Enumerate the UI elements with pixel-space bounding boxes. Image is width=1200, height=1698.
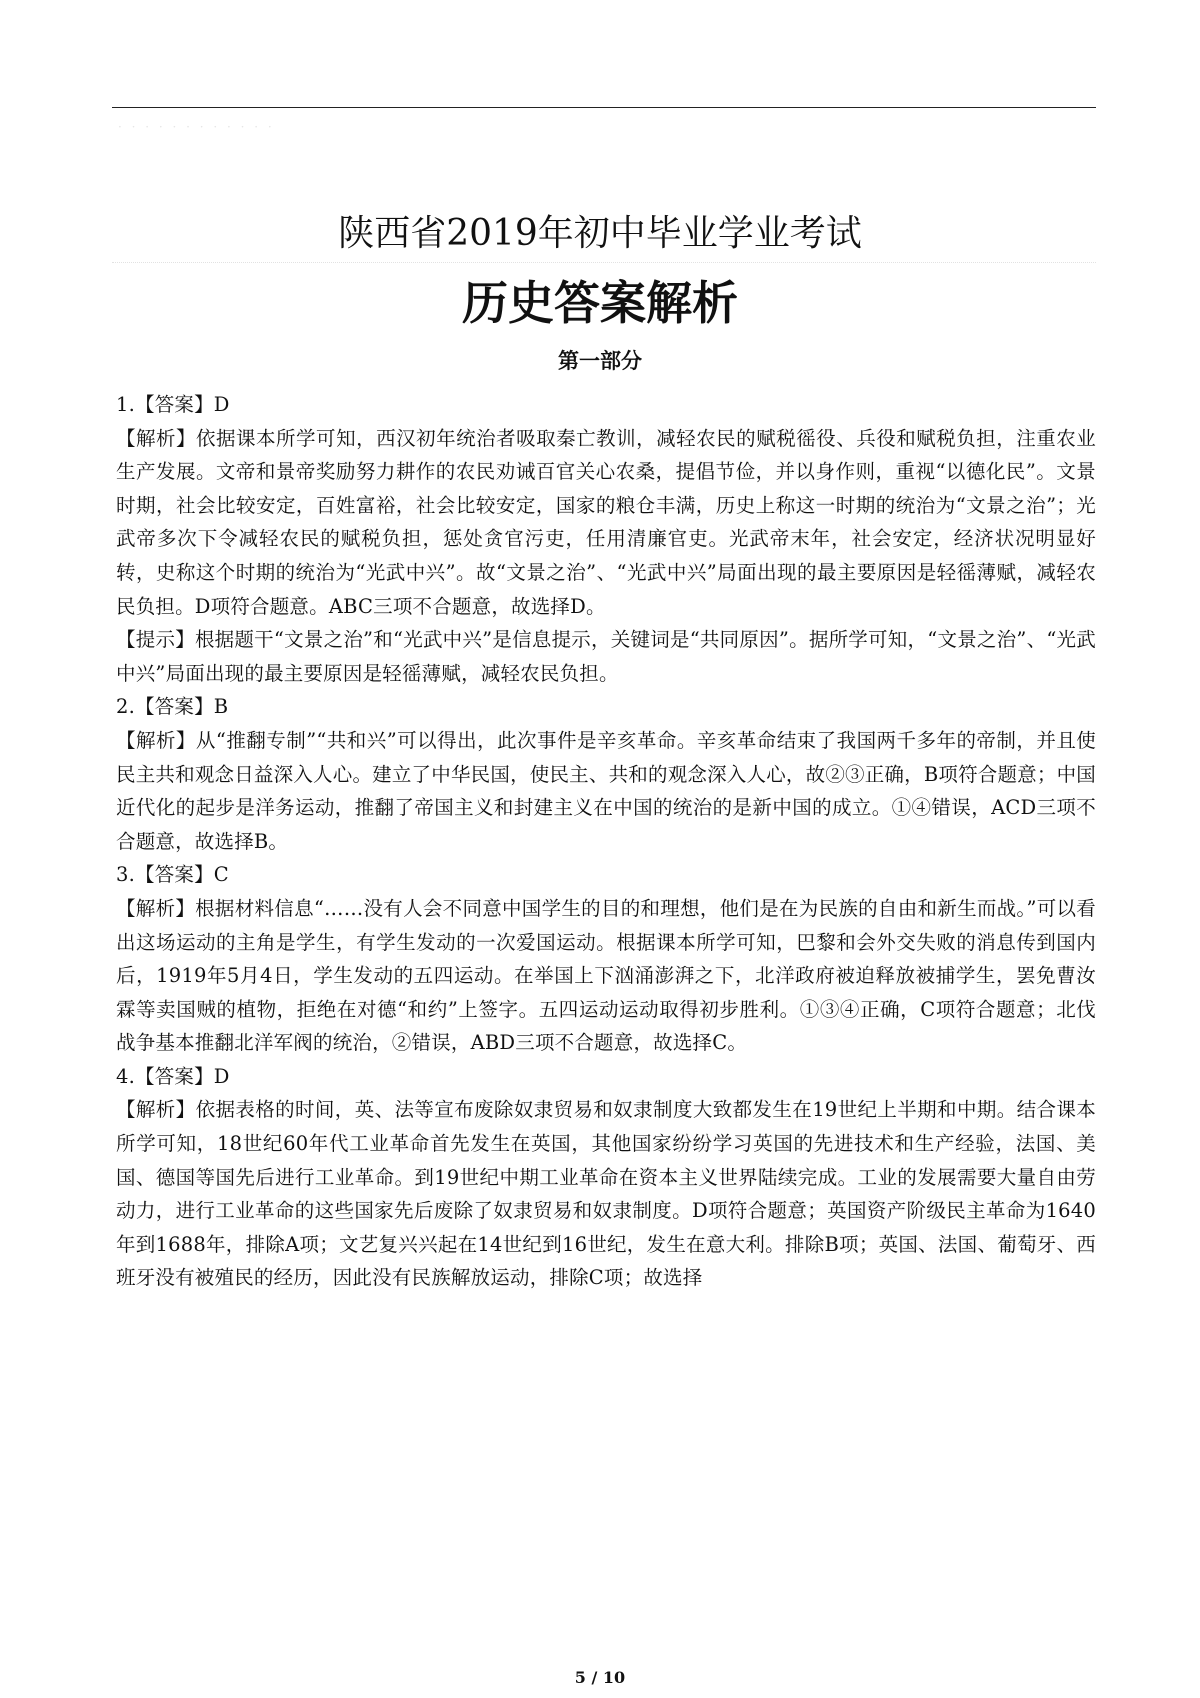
answer-content: [116, 388, 1096, 1295]
dotted-separator: [112, 262, 1096, 263]
answer-label: 3.【答案】C: [116, 863, 229, 887]
answer-label: 4.【答案】D: [116, 1064, 230, 1088]
analysis-paragraph: 【解析】依据表格的时间，英、法等宣布废除奴隶贸易和奴隶制度大致都发生在19世纪上半期和中期。结合课本所学可知，18世纪60年代工业革命首先发生在英国，其他国家纷纷学习英国的先进技术和生产经验，法国、美国、德国等国先后进行工业革命。到19世纪中期工业革命在资本主义世界陆续完成。工业的发展需要大量自由劳动力，进行工业革命的这些国家先后废除了奴隶贸易和奴隶制度。D项符合题意；英国资产阶级民主革命为1640年到1688年，排除A项；文艺复兴兴起在14世纪到16世纪，发生在意大利。排除B项；英国、法国、葡萄牙、西班牙没有被殖民的经历，因此没有民族解放运动，排除C项；故选择: [116, 1098, 1096, 1290]
exam-title: 陕西省2019年初中毕业学业考试: [338, 213, 862, 254]
header-faint-text: · · · · · · · · · · · ·: [118, 120, 275, 134]
document-title: 历史答案解析: [462, 276, 738, 330]
section-heading: 第一部分: [558, 349, 642, 373]
header-rule: [112, 107, 1096, 108]
answer-label: 2.【答案】B: [116, 695, 229, 719]
hint-paragraph: 【提示】根据题干“文景之治”和“光武中兴”是信息提示，关键词是“共同原因”。据所学可知，“文景之治”、“光武中兴”局面出现的最主要原因是轻徭薄赋，减轻农民负担。: [116, 628, 1096, 685]
page-number: 5 / 10: [574, 1668, 626, 1687]
analysis-paragraph: 【解析】从“推翻专制”“共和兴”可以得出，此次事件是辛亥革命。辛亥革命结束了我国两千多年的帝制，并且使民主共和观念日益深入人心。建立了中华民国，使民主、共和的观念深入人心，故②③正确，B项符合题意；中国近代化的起步是洋务运动，推翻了帝国主义和封建主义在中国的统治的是新中国的成立。①④错误，ACD三项不合题意，故选择B。: [116, 728, 1096, 853]
analysis-paragraph: 【解析】根据材料信息“……没有人会不同意中国学生的目的和理想，他们是在为民族的自由和新生而战。”可以看出这场运动的主角是学生，有学生发动的一次爱国运动。根据课本所学可知，巴黎和会外交失败的消息传到国内后，1919年5月4日，学生发动的五四运动。在举国上下汹涌澎湃之下，北洋政府被迫释放被捕学生，罢免曹汝霖等卖国贼的植物，拒绝在对德“和约”上签字。五四运动运动取得初步胜利。①③④正确，C项符合题意；北伐战争基本推翻北洋军阀的统治，②错误，ABD三项不合题意，故选择C。: [116, 896, 1096, 1055]
analysis-paragraph: 【解析】依据课本所学可知，西汉初年统治者吸取秦亡教训，减轻农民的赋税徭役、兵役和赋税负担，注重农业生产发展。文帝和景帝奖励努力耕作的农民劝诫百官关心农桑，提倡节俭，并以身作则，重视“以德化民”。文景时期，社会比较安定，百姓富裕，社会比较安定，国家的粮仓丰满，历史上称这一时期的统治为“文景之治”；光武帝多次下令减轻农民的赋税负担，惩处贪官污吏，任用清廉官吏。光武帝末年，社会安定，经济状况明显好转，史称这个时期的统治为“光武中兴”。故“文景之治”、“光武中兴”局面出现的最主要原因是轻徭薄赋，减轻农民负担。D项符合题意。ABC三项不合题意，故选择D。: [116, 426, 1096, 618]
answer-label: 1.【答案】D: [116, 393, 230, 416]
